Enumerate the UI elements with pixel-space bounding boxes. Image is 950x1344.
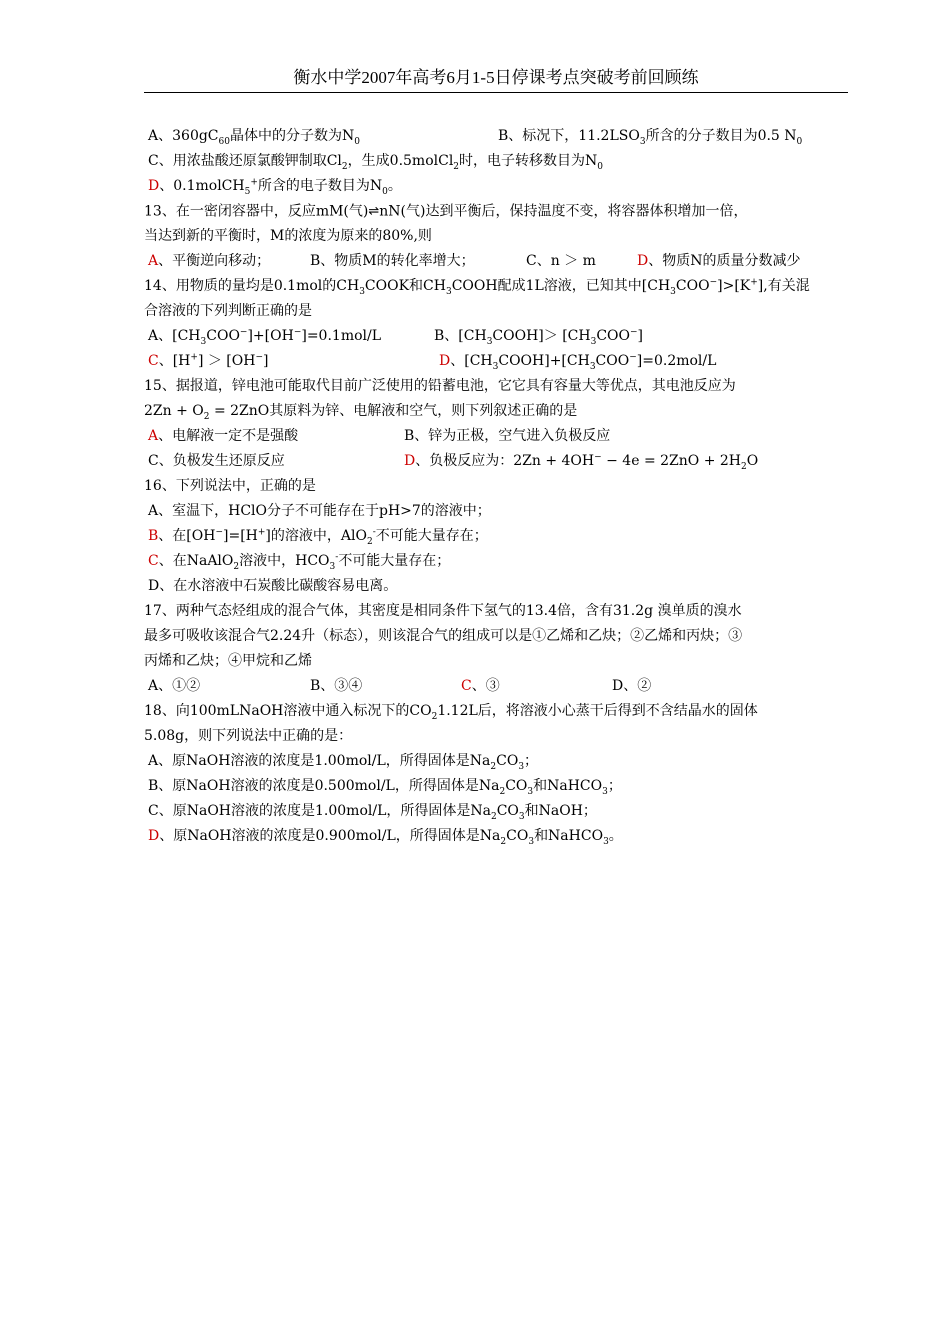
- q18-stem: 18、向100mLNaOH溶液中通入标况下的$CO_21.12L$后，将溶液小心蒸干后得到不含结晶水的固体: [144, 703, 758, 722]
- q12-row-ab: [144, 124, 850, 149]
- q16-stem: 16、下列说法中，正确的是: [144, 478, 316, 494]
- q13-option-b: B、物质M的转化率增大；: [310, 253, 475, 269]
- q14-option-c: C、[H+] ＞ [OH−]: [148, 352, 269, 369]
- q12-option-c: C、用浓盐酸还原氯酸钾制取$Cl_2$，生成0.5molCl$_2$时，电子转移数目为$N_0$: [148, 153, 604, 172]
- answer-letter: B: [148, 528, 159, 544]
- answer-letter: D: [148, 828, 160, 844]
- q12-option-d: D、0.1molCH$_5$+所含的电子数目为$N_0$。: [148, 177, 402, 197]
- q13-option-c: C、n ＞ m: [526, 253, 596, 269]
- q17-stem-line2: 最多可吸收该混合气2.24升（标态），则该混合气的组成可以是①乙烯和乙炔；②乙烯和丙炔；③: [144, 628, 743, 644]
- answer-letter: A: [148, 428, 159, 444]
- q13-stem: 13、在一密闭容器中，反应mM(气)⇌nN(气)达到平衡后，保持温度不变，将容器体积增加一倍，: [144, 199, 850, 224]
- answer-letter: A: [148, 253, 159, 269]
- q14-option-b: B、$[CH_3COOH]> [CH_3COO^-]$: [434, 327, 644, 347]
- q18-option-b: B、原NaOH溶液的浓度是0.500mol/L，所得固体是$Na_2CO_3$和NaHCO$_3$；: [148, 778, 622, 797]
- q18-stem-line2: 5.08g，则下列说法中正确的是：: [144, 728, 353, 744]
- q17-option-b: B、③④: [310, 678, 363, 694]
- q15-row-ab: [144, 424, 850, 449]
- q14-option-d: D、$[CH_3COOH]+[CH_3COO^-]=0.2mol/L$: [439, 352, 717, 372]
- q14-option-a: A、$[CH_3COO^-]+[OH^-]=0.1mol/L$: [148, 327, 382, 347]
- q13-option-d: D、物质N的质量分数减少: [637, 253, 801, 269]
- page-header-title: 衡水中学2007年高考6月1-5日停课考点突破考前回顾练: [293, 68, 699, 87]
- q13-option-a: A、平衡逆向移动；: [148, 253, 271, 269]
- q15-option-d: D、负极反应为：$2Zn + 4OH^- - 4e = 2ZnO + 2H_2O$: [404, 452, 759, 472]
- q16-option-c: C、在NaAlO$_2$溶液中，$HCO_3^-$不可能大量存在；: [148, 552, 451, 572]
- q17-stem: 17、两种气态烃组成的混合气体，其密度是相同条件下氢气的13.4倍，含有31.2g 溴单质的溴水: [144, 603, 742, 619]
- q13-options: [144, 249, 850, 274]
- q17-option-d: D、②: [612, 678, 652, 694]
- answer-letter: D: [439, 353, 451, 369]
- q17-option-a: A、①②: [148, 678, 201, 694]
- document-body: [144, 124, 850, 849]
- q18-option-d: D、原NaOH溶液的浓度是0.900mol/L，所得固体是$Na_2CO_3$和NaHCO$_3$。: [148, 828, 623, 847]
- q17-stem-line3: 丙烯和乙炔；④甲烷和乙烯: [144, 653, 312, 669]
- q16-option-d: D、在水溶液中石炭酸比碳酸容易电离。: [148, 578, 398, 594]
- q18-option-c: C、原NaOH溶液的浓度是1.00mol/L，所得固体是$Na_2CO_3$和NaOH；: [148, 803, 597, 822]
- q13-stem-line2: 当达到新的平衡时，M的浓度为原来的80%,则: [144, 228, 432, 244]
- q15-option-c: C、负极发生还原反应: [148, 453, 285, 469]
- answer-letter: D: [404, 453, 416, 469]
- q15-stem: 15、据报道，锌电池可能取代目前广泛使用的铅蓄电池，它它具有容量大等优点，其电池反应为: [144, 378, 736, 394]
- q14-stem-line2: 合溶液的下列判断正确的是: [144, 303, 312, 319]
- header-rule: [144, 92, 848, 93]
- q15-option-a: A、电解液一定不是强酸: [148, 428, 299, 444]
- answer-letter: C: [461, 678, 472, 694]
- q18-option-a: A、原NaOH溶液的浓度是1.00mol/L，所得固体是$Na_2CO_3$；: [148, 753, 539, 772]
- answer-letter: C: [148, 553, 159, 569]
- q16-option-b: B、在[OH−]=[H+]的溶液中，AlO$_2$-不可能大量存在；: [148, 527, 488, 547]
- answer-letter: D: [637, 253, 649, 269]
- q17-options: [144, 674, 850, 699]
- answer-letter: D: [148, 178, 160, 194]
- answer-letter: C: [148, 353, 159, 369]
- q17-option-c: C、③: [461, 678, 500, 694]
- q15-stem-line2: $2Zn + O_2 = 2ZnO$其原料为锌、电解液和空气，则下列叙述正确的是: [144, 403, 578, 422]
- q16-option-a: A、室温下，HClO分子不可能存在于pH>7的溶液中；: [148, 503, 491, 519]
- q15-option-b: B、锌为正极，空气进入负极反应: [404, 428, 611, 444]
- q12-option-b: B、标况下，$11.2LSO_3$所含的分子数目为0.5 $N_0$: [498, 128, 803, 147]
- equilibrium-arrow-icon: ⇌: [368, 204, 380, 219]
- q15-row-cd: [144, 449, 850, 474]
- q14-row-ab: [144, 324, 850, 349]
- q14-stem: 14、用物质的量均是0.1mol的$CH_3COOK$和$CH_3COOH$配成1L溶液，已知其中$[CH_3COO^-]>[K^+]$,有关混: [144, 277, 810, 297]
- q14-row-cd: [144, 349, 850, 374]
- q12-option-a: A、$360gC_{60}$晶体中的分子数为$N_0$: [148, 128, 360, 147]
